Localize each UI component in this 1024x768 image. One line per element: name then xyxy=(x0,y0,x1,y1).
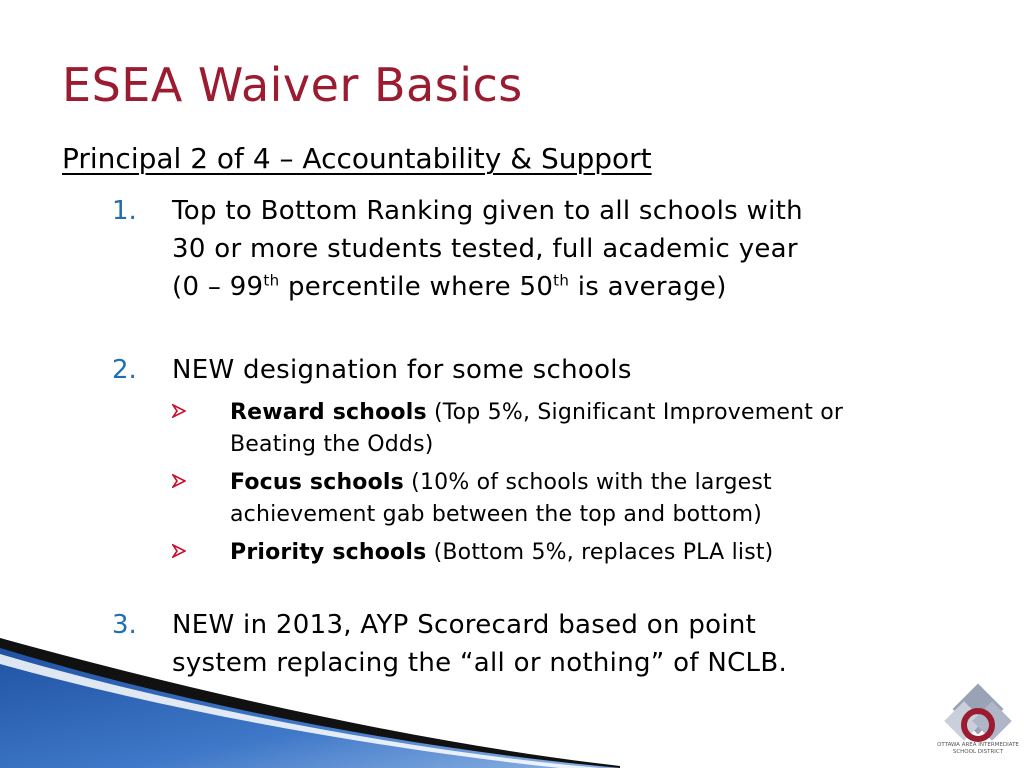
text-line xyxy=(172,268,952,306)
sub-item-text xyxy=(230,467,930,531)
slide-title: ESEA Waiver Basics xyxy=(62,58,523,112)
sub-item-rest: (10% of schools with the largest xyxy=(403,470,772,495)
logo-caption-line: SCHOOL DISTRICT xyxy=(952,749,1004,755)
sub-item-line2: achievement gab between the top and bottom) xyxy=(230,502,763,527)
sub-item-line2: Beating the Odds) xyxy=(230,432,434,457)
list-number: 3. xyxy=(112,610,137,640)
logo-caption xyxy=(936,742,1020,756)
list-number: 2. xyxy=(112,355,137,385)
decorative-swoosh xyxy=(0,638,620,768)
text-line: NEW in 2013, AYP Scorecard based on point xyxy=(172,610,757,640)
superscript: th xyxy=(263,271,280,290)
arrow-bullet-icon xyxy=(172,474,186,488)
text-span: is average) xyxy=(569,272,727,302)
text-line: 30 or more students tested, full academic year xyxy=(172,234,798,264)
list-item-text xyxy=(172,192,952,306)
sub-item-text xyxy=(230,537,930,569)
list-item-text: NEW designation for some schools xyxy=(172,355,632,385)
superscript: th xyxy=(553,271,570,290)
list-number: 1. xyxy=(112,196,137,226)
sub-item-rest: (Top 5%, Significant Improvement or xyxy=(426,400,844,425)
sub-item-text xyxy=(230,397,930,461)
sub-item-bold: Priority schools xyxy=(230,540,427,565)
arrow-bullet-icon xyxy=(172,404,186,418)
text-line: system replacing the “all or nothing” of NCLB. xyxy=(172,648,788,678)
arrow-bullet-icon xyxy=(172,544,186,558)
slide-subtitle: Principal 2 of 4 – Accountability & Support xyxy=(62,142,652,175)
text-line: Top to Bottom Ranking given to all schools with xyxy=(172,196,803,226)
text-span: (0 – 99 xyxy=(172,272,264,302)
text-span: percentile where 50 xyxy=(279,272,554,302)
sub-item-rest: (Bottom 5%, replaces PLA list) xyxy=(426,540,774,565)
sub-item-bold: Focus schools xyxy=(230,470,404,495)
logo-caption-line: OTTAWA AREA INTERMEDIATE xyxy=(937,742,1019,748)
sub-item-bold: Reward schools xyxy=(230,400,427,425)
